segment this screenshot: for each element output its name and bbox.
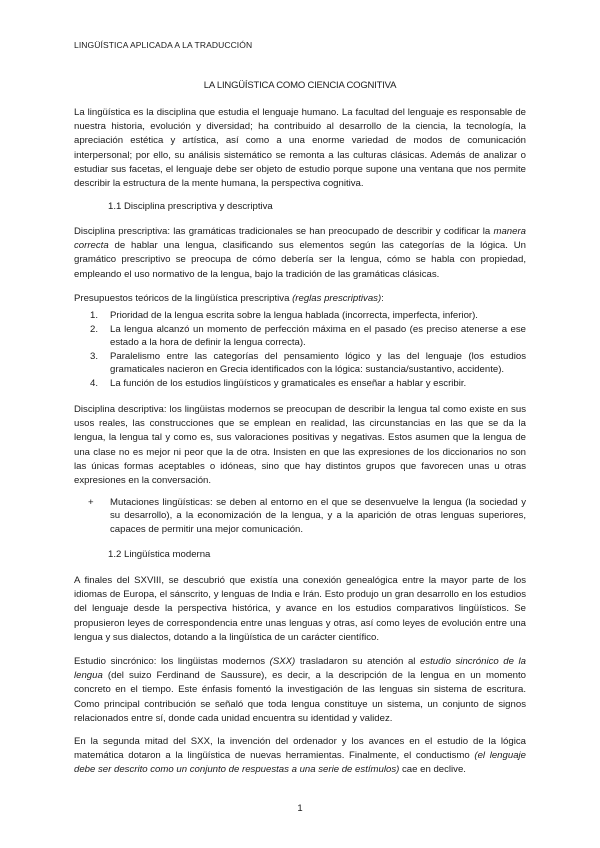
modern-paragraph-1 — [74, 574, 526, 645]
prescriptive-text-b: de hablar una lengua, clasificando sus elementos según las categorías de la lógica. Un gramático prescriptivo se preocupa de cómo debería ser la lengua, cómo se habla con propiedad, empleando el uso normativo de la lengua, bajo la tradición de las gramáticas clásicas. — [74, 240, 526, 280]
list-item-number: 2. — [90, 323, 99, 335]
modern-paragraph-3 — [74, 735, 526, 778]
modern-emphasis-3: (el lenguaje debe ser descrito como un conjunto de respuestas a una serie de estímulos) — [74, 750, 526, 776]
synchronic-text-b: trasladaron su atención al — [295, 656, 420, 667]
mutaciones-bullet — [74, 496, 526, 536]
intro-paragraph — [74, 106, 526, 191]
prescriptive-text-a: Disciplina prescriptiva: las gramáticas tradicionales se han preocupado de describir y codificar la — [74, 226, 494, 237]
presupuestos-list — [74, 309, 526, 391]
list-item-text: Paralelismo entre las categorías del pensamiento lógico y las del lenguaje (los estudios gramaticales nacieron en Grecia identificados con la lógica: sustancia/sustantivo, accidente). — [110, 350, 526, 375]
bullet-mark: + — [88, 497, 94, 508]
descriptive-text: Disciplina descriptiva: los lingüistas modernos se preocupan de describir la lengua tal como existe en sus usos reales, las construcciones que se emplean en realidad, las circunstancias en las que se da la lengua, la lengua tal y como es, sus valoraciones positivas y negativas. Estos asumen que la lengua de una clase no es mejor ni peor que la de otra. Insisten en que las expresiones de los diccionarios no son las únicas formas aceptables o idóneas, sino que hay distintos grupos que favorecen unas u otras expresiones en la conversación. — [74, 404, 526, 487]
modern-text-1: A finales del SXVIII, se descubrió que existía una conexión genealógica entre la mayor parte de los idiomas de Europa, el sánscrito, y lenguas de India e Irán. Esto produjo un gran desarrollo en los estudios del lenguaje desde la perspectiva histórica, y avance en los estudios comparativos lingüísticos. Se propusieron leyes de correspondencia entre unas lenguas y otras, así como leyes de evolución entre una lengua y sus dialectos, dotando a la lingüística de un carácter científico. — [74, 575, 526, 643]
synchronic-text-c: (del suizo Ferdinand de Saussure), es decir, a la descripción de la lengua en un momento concreto en el tiempo. Este énfasis fomentó la investigación de las lenguas sin sistema de escritura. Como principal contribución se señaló que toda lengua constituye un sistema, un conjunto de signos relacionados entre sí, donde cada unidad encuentra su identidad y validez. — [74, 670, 526, 724]
running-header: LINGÜÍSTICA APLICADA A LA TRADUCCIÓN — [74, 40, 253, 50]
list-item-number: 4. — [90, 377, 99, 389]
modern-text-3b: cae en declive. — [399, 764, 466, 776]
presupuestos-text-b: : — [381, 293, 384, 304]
synchronic-paragraph — [74, 655, 526, 726]
presupuestos-line — [74, 292, 526, 306]
list-item-text: Prioridad de la lengua escrita sobre la lengua hablada (incorrecta, imperfecta, inferior). — [110, 310, 478, 321]
presupuestos-emphasis: (reglas prescriptivas) — [292, 293, 382, 304]
descriptive-paragraph — [74, 403, 526, 488]
synchronic-emphasis-1: (SXX) — [269, 656, 296, 667]
document-title: LA LINGÜÍSTICA COMO CIENCIA COGNITIVA — [203, 80, 397, 91]
list-item-text: La lengua alcanzó un momento de perfección máxima en el pasado (es preciso atenerse a ese estado a la hora de definir la lengua correcta). — [110, 323, 526, 348]
bullet-text: Mutaciones lingüísticas: se deben al entorno en el que se desenvuelve la lengua (la sociedad y su desarrollo), a la economización de la lengua, y a la aparición de otras lenguas superiores, capaces de permitir una mejor comunicación. — [110, 497, 526, 535]
prescriptive-emphasis: manera correcta — [74, 226, 526, 252]
list-item-number: 3. — [90, 350, 99, 362]
list-item — [74, 350, 526, 376]
synchronic-text-a: Estudio sincrónico: los lingüistas modernos — [74, 656, 270, 667]
list-item-number: 1. — [90, 310, 99, 321]
intro-text: La lingüística es la disciplina que estudia el lenguaje humano. La facultad del lenguaje es responsable de nuestra historia, evolución y diversidad; ha contribuido al desarrollo de la ciencia, la tecnología, la apreciación estética y artística, así como a una enorme variedad de modos de comunicación interpersonal; por ello, su análisis sistemático se remonta a las culturas clásicas. Además de analizar o estudiar sus facetas, el lenguaje debe ser objeto de estudio porque supone una ventana que nos permite describir la estructura de la mente humana, la perspectiva cognitiva. — [74, 107, 526, 190]
section-1-1-heading: 1.1 Disciplina prescriptiva y descriptiva — [108, 201, 273, 212]
presupuestos-text-a: Presupuestos teóricos de la lingüística prescriptiva — [74, 293, 293, 304]
synchronic-emphasis-2: estudio sincrónico de la lengua — [74, 656, 526, 682]
list-item — [74, 323, 526, 349]
section-1-2-heading: 1.2 Lingüística moderna — [108, 549, 211, 560]
list-item — [74, 309, 526, 322]
prescriptive-paragraph — [74, 225, 526, 282]
list-item-text: La función de los estudios lingüísticos y gramaticales es enseñar a hablar y escribir. — [110, 377, 467, 389]
list-item — [74, 377, 526, 390]
modern-text-3a: En la segunda mitad del SXX, la invención del ordenador y los avances en el estudio de la lógica matemática dotaron a la lingüística de nuevas herramientas. Finalmente, el conductismo — [74, 736, 526, 762]
page-number: 1 — [297, 803, 303, 814]
